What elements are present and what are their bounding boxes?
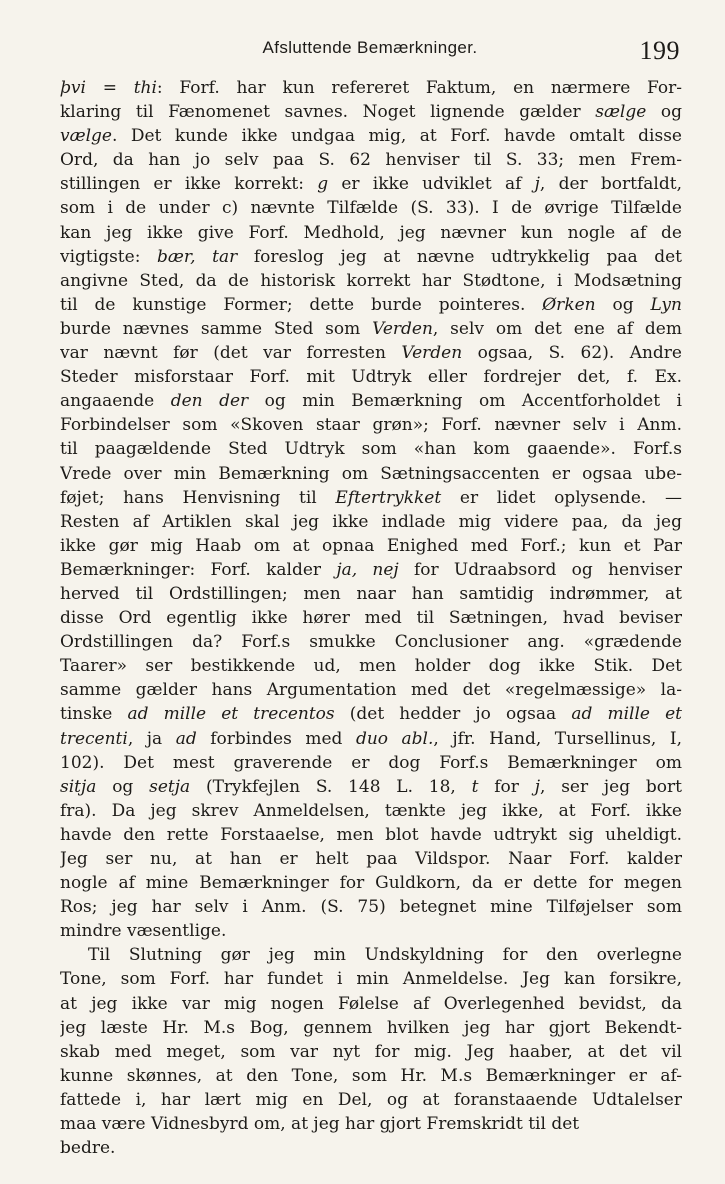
text-line (60, 389, 682, 413)
text-run: jeg læste Hr. M.s Bog, gennem hvilken jeg har gjort Bekendt- (60, 1017, 682, 1038)
text-line (60, 317, 682, 341)
text-line (60, 534, 682, 558)
italic-term: þvi (60, 78, 86, 98)
text-run: ikke gør mig Haab om at opnaa Enighed med Forf.; kun et Par (60, 535, 682, 556)
text-line (60, 1016, 682, 1040)
text-line (60, 1088, 682, 1112)
text-line (60, 269, 682, 293)
text-line (60, 148, 682, 172)
body-text (60, 76, 682, 1160)
italic-term: thi (133, 78, 157, 98)
italic-term: ad mille et (571, 704, 682, 725)
text-run: for Udraabsord og henviser (398, 559, 682, 580)
text-run: vigtigste: (60, 246, 158, 267)
italic-term: Verden (401, 343, 463, 364)
text-run: maa være Vidnesbyrd om, at jeg har gjort Fremskridt til det (60, 1114, 580, 1135)
italic-term: den der (170, 391, 249, 412)
text-run: nogle af mine Bemærkninger for Guldkorn, da er dette for megen (60, 873, 682, 894)
text-run: . Det kunde ikke undgaa mig, at Forf. havde omtalt disse (111, 126, 682, 147)
italic-term: t (471, 776, 479, 797)
text-run: fra). Da jeg skrev Anmeldelsen, tænkte jeg ikke, at Forf. ikke (60, 800, 682, 821)
text-run: kunne skønnes, at den Tone, som Hr. M.s Bemærkninger er af- (60, 1065, 682, 1086)
text-run: Bemærkninger: Forf. kalder (60, 559, 337, 580)
text-run: samme gælder hans Argumentation med det «regelmæssige» la- (60, 680, 682, 701)
text-line (60, 606, 682, 630)
text-run: herved til Ordstillingen; men naar han samtidig indrømmer, at (60, 583, 682, 604)
text-run: er ikke udviklet af (328, 174, 535, 195)
text-run: og (595, 294, 651, 315)
text-run: Ros; jeg har selv i Anm. (S. 75) betegnet mine Tilføjelser som (60, 897, 682, 918)
italic-term: setja (149, 776, 191, 797)
italic-term: trecenti (60, 728, 128, 749)
text-run: føjet; hans Henvisning til (60, 487, 336, 508)
italic-term: ad (175, 728, 197, 749)
italic-term: g (317, 174, 329, 195)
text-run: stillingen er ikke korrekt: (60, 174, 318, 195)
italic-term: Ørken (542, 294, 596, 315)
text-line (60, 775, 682, 799)
text-line (60, 967, 682, 991)
text-run: , der bortfaldt, (539, 174, 682, 195)
text-run: , jfr. Hand, Tursellinus, I, (433, 728, 682, 749)
italic-term: ja, nej (336, 559, 399, 580)
text-run: bedre. (60, 1138, 116, 1159)
text-run: burde nævnes samme Sted som (60, 318, 373, 339)
italic-term: Verden (372, 318, 433, 339)
italic-term: ad mille et trecentos (127, 704, 335, 725)
text-run: fattede i, har lært mig en Del, og at foranstaaende Udtalelser (60, 1089, 682, 1110)
text-run: kan jeg ikke give Forf. Medhold, jeg nævner kun nogle af de (60, 222, 682, 243)
text-line (60, 1136, 682, 1160)
text-line (60, 221, 682, 245)
text-run: Taarer» ser bestikkende ud, men holder dog ikke Stik. Det (60, 656, 682, 677)
text-line (60, 943, 682, 967)
text-run: angivne Sted, da de historisk korrekt har Stødtone, i Modsætning (60, 270, 682, 291)
text-line (60, 871, 682, 895)
text-run: angaaende (60, 391, 171, 412)
text-line (60, 678, 682, 702)
text-line (60, 1040, 682, 1064)
text-run: Forbindelser som «Skoven staar grøn»; Forf. nævner selv i Anm. (60, 415, 682, 436)
text-run: og min Bemærkning om Accentforholdet i (248, 391, 682, 412)
text-line (60, 823, 682, 847)
text-run: Ord, da han jo selv paa S. 62 henviser til S. 33; men Frem- (60, 150, 682, 171)
text-line (60, 992, 682, 1016)
text-run: Resten af Artiklen skal jeg ikke indlade mig videre paa, da jeg (60, 511, 682, 532)
text-line (60, 486, 682, 510)
text-run: tinske (60, 704, 128, 725)
text-line (60, 413, 682, 437)
text-line (60, 630, 682, 654)
italic-term: vælge (60, 126, 112, 147)
text-line (60, 245, 682, 269)
text-run: Til Slutning gør jeg min Undskyldning for den overlegne (88, 945, 682, 966)
text-line (60, 654, 682, 678)
text-run: er lidet oplysende. — (441, 487, 682, 508)
text-run: Ordstillingen da? Forf.s smukke Conclusioner ang. «grædende (60, 632, 682, 653)
text-run: havde den rette Forstaaelse, men blot havde udtrykt sig uheldigt. (60, 824, 682, 845)
text-line (60, 799, 682, 823)
text-run: , ja (127, 728, 176, 749)
italic-term: sælge (595, 102, 647, 123)
text-run: forbindes med (196, 728, 356, 749)
text-run: til paagældende Sted Udtryk som «han kom gaaende». Forf.s (60, 439, 682, 460)
text-run: foreslog jeg at nævne udtrykkelig paa det (237, 246, 682, 267)
text-run: som i de under c) nævnte Tilfælde (S. 33). I de øvrige Tilfælde (60, 198, 682, 219)
italic-term: Lyn (650, 294, 682, 315)
italic-term: bær, tar (157, 246, 238, 267)
text-line (60, 919, 682, 943)
text-line (60, 100, 682, 124)
text-run: var nævnt før (det var forresten (60, 343, 402, 364)
text-run: mindre væsentlige. (60, 921, 227, 942)
text-run: for (478, 776, 535, 797)
text-line (60, 1064, 682, 1088)
page-header (60, 34, 680, 64)
text-run: (det hedder jo ogsaa (334, 704, 572, 725)
text-run: og (646, 102, 682, 123)
text-run: , selv om det ene af dem (432, 318, 682, 339)
text-run: og (96, 776, 150, 797)
text-line (60, 1112, 682, 1136)
text-line (60, 510, 682, 534)
italic-term: duo abl. (355, 728, 434, 749)
italic-term: j (534, 174, 540, 195)
text-run: , ser jeg bort (540, 776, 682, 797)
text-line (60, 341, 682, 365)
italic-term: sitja (60, 776, 97, 797)
text-run: (Trykfejlen S. 148 L. 18, (190, 776, 472, 797)
text-line (60, 172, 682, 196)
text-run: skab med meget, som var nyt for mig. Jeg haaber, at det vil (60, 1041, 682, 1062)
text-line (60, 751, 682, 775)
text-line (60, 462, 682, 486)
italic-term: j (534, 776, 540, 797)
text-run: ogsaa, S. 62). Andre (462, 343, 682, 364)
text-line (60, 558, 682, 582)
text-run: = (85, 78, 134, 98)
text-line (60, 727, 682, 751)
text-line (60, 293, 682, 317)
text-line (60, 702, 682, 726)
text-run: 102). Det mest graverende er dog Forf.s Bemærkninger om (60, 752, 682, 773)
text-run: Steder misforstaar Forf. mit Udtryk eller fordrejer det, f. Ex. (60, 367, 682, 388)
text-run: disse Ord egentlig ikke hører med til Sætningen, hvad beviser (60, 608, 682, 629)
text-run: Vrede over min Bemærkning om Sætningsaccenten er ogsaa ube- (60, 463, 682, 484)
text-line (60, 895, 682, 919)
text-run: Tone, som Forf. har fundet i min Anmeldelse. Jeg kan forsikre, (60, 969, 682, 990)
page-number: 199 (639, 36, 680, 65)
text-line (60, 365, 682, 389)
text-run: at jeg ikke var mig nogen Følelse af Overlegenhed bevidst, da (60, 993, 682, 1014)
text-line (60, 76, 682, 100)
text-line (60, 437, 682, 461)
running-title: Afsluttende Bemærkninger. (262, 38, 478, 57)
text-run: Jeg ser nu, at han er helt paa Vildspor. Naar Forf. kalder (60, 849, 682, 869)
text-line (60, 847, 682, 871)
text-line (60, 196, 682, 220)
text-run: : Forf. har kun refereret Faktum, en nærmere For- (156, 78, 682, 98)
italic-term: Eftertrykket (335, 487, 442, 508)
text-line (60, 124, 682, 148)
text-run: til de kunstige Former; dette burde pointeres. (60, 294, 543, 315)
text-line (60, 582, 682, 606)
text-run: klaring til Fænomenet savnes. Noget lignende gælder (60, 102, 596, 123)
